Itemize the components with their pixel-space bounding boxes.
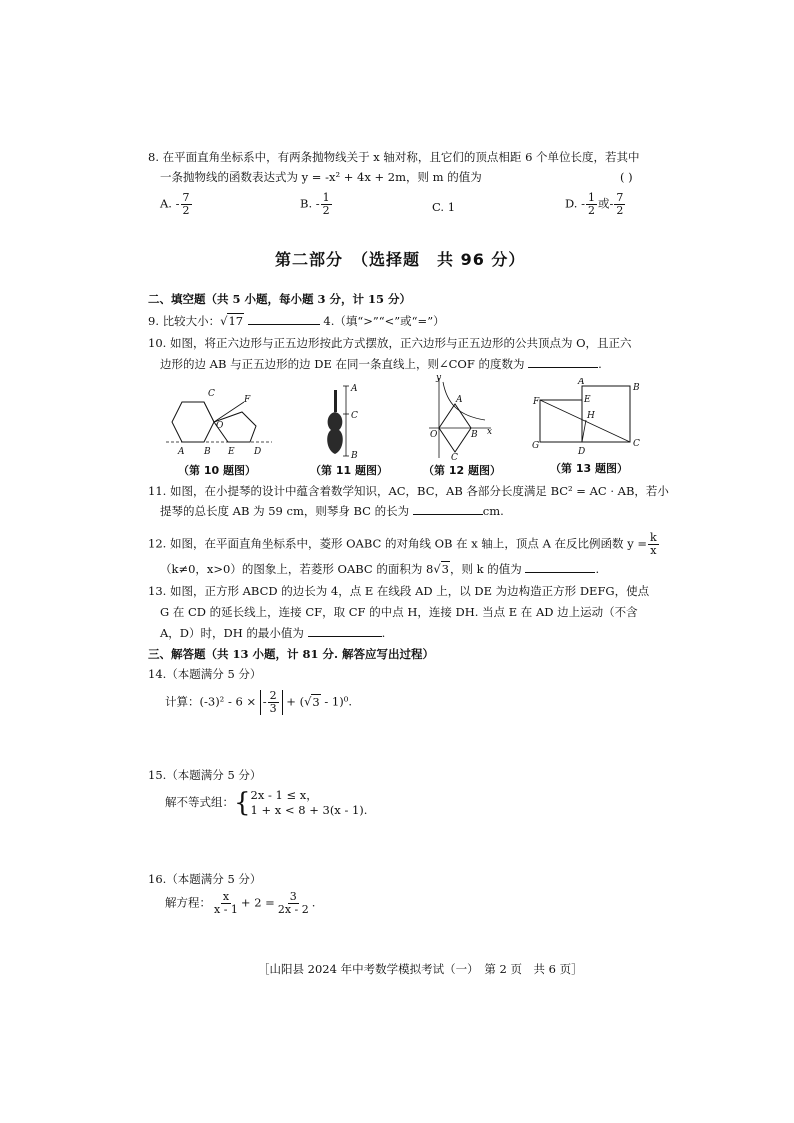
fig13-line-cf [540, 400, 630, 442]
q8-d-or: 或 [598, 196, 610, 211]
fig10-hexagon [172, 402, 214, 442]
q8-b-den: 2 [322, 204, 330, 217]
q8-line1: 8. 在平面直角坐标系中，有两条抛物线关于 x 轴对称，且它们的顶点相距 6 个单位长度，若其中 [148, 150, 640, 164]
q12-line1-text: 12. 如图，在平面直角坐标系中，菱形 OABC 的对角线 OB 在 x 轴上，顶点 A 在反比例函数 y = [148, 536, 647, 551]
figure-11 [320, 382, 370, 460]
q15-ineq2: 1 + x < 8 + 3(x - 1). [250, 803, 368, 817]
q14-abs-frac [268, 690, 279, 715]
q13-line3-text: A，D）时，DH 的最小值为 [160, 626, 304, 640]
fig11-label-c: C [351, 411, 358, 421]
q8-b-num: 1 [322, 191, 330, 204]
q8-d-frac2 [614, 192, 625, 217]
q16-r-den: 2x - 2 [277, 903, 309, 916]
fig13-label-a: A [578, 378, 585, 387]
fig13-label-f: F [533, 397, 540, 407]
q9: 9. 比较大小：√17 4.（填“>”“<”或“=”） [148, 314, 445, 328]
fig13-label-b: B [633, 383, 640, 393]
q8-b-frac [321, 192, 332, 217]
fig11-violin-neck [334, 390, 337, 412]
q14-plus: + ( [286, 694, 305, 709]
q11-unit: cm. [482, 504, 504, 518]
q13-end: . [381, 626, 386, 640]
fig11-violin-body [327, 412, 343, 454]
q8-b-label: B. [300, 196, 313, 211]
q10-line2 [160, 357, 602, 371]
fig12-label-y: y [436, 374, 442, 383]
q12-sqrt-arg: 3 [441, 562, 449, 576]
fig12-label-b: B [471, 430, 478, 440]
figure-12 [425, 374, 497, 460]
q15-inequalities [251, 788, 368, 818]
fig10-line-oc [204, 402, 214, 422]
q8-a-num: 7 [182, 191, 190, 204]
fig13-label-d: D [578, 447, 586, 457]
fig12-label-x: x [487, 427, 493, 437]
q8-d-frac1 [586, 192, 597, 217]
fig10-label-f: F [244, 395, 251, 405]
section2-heading: 二、填空题（共 5 小题，每小题 3 分，计 15 分） [148, 292, 412, 306]
q8-paren: ( ) [620, 170, 633, 184]
q16-r-num: 3 [289, 890, 297, 903]
q16-l-den: x - 1 [214, 903, 238, 916]
q8-d-sign2: - [609, 196, 614, 211]
figure-13 [530, 378, 645, 460]
q14-prefix: 计算：(-3)² - 6 × [165, 694, 257, 709]
fig11-label-b: B [351, 451, 358, 460]
q16-heading: 16.（本题满分 5 分） [148, 872, 262, 886]
q8-option-b [300, 192, 333, 217]
q16-mid: + 2 = [240, 895, 275, 910]
q9-suffix: 4.（填“>”“<”或“=”） [323, 314, 445, 328]
fig13-label-e: E [584, 395, 591, 405]
q16-equation [165, 891, 315, 916]
fig10-label-o: O [216, 421, 224, 431]
q8-d-label: D. [565, 196, 578, 211]
q16-prefix: 解方程： [165, 895, 211, 910]
q8-option-a [160, 192, 193, 217]
fig13-square-defg [540, 400, 582, 442]
q14-sqrt-arg: 3 [312, 694, 320, 709]
q14-abs-sign: - [262, 694, 267, 709]
q12-frac-num: k [650, 531, 657, 544]
part2-title: 第二部分 （选择题 共 96 分） [275, 250, 526, 269]
q15-prefix: 解不等式组： [165, 795, 234, 809]
q15-brace: { [234, 788, 251, 818]
fig13-line-dh [582, 420, 586, 442]
q14-abs-num: 2 [269, 689, 277, 702]
q14-heading: 14.（本题满分 5 分） [148, 667, 262, 681]
fig10-label-c: C [208, 389, 215, 399]
q8-option-c: C. 1 [432, 200, 456, 214]
q10-line2-text: 边形的边 AB 与正五边形的边 DE 在同一条直线上，则∠COF 的度数为 [160, 357, 525, 371]
q8-a-den: 2 [182, 204, 190, 217]
page-footer: ［山阳县 2024 年中考数学模拟考试（一） 第 2 页 共 6 页］ [258, 962, 583, 976]
q8-a-frac [181, 192, 192, 217]
q9-sqrt-arg: 17 [228, 314, 244, 328]
q16-l-num: x [222, 890, 230, 903]
q8-line2: 一条抛物线的函数表达式为 y = -x² + 4x + 2m，则 m 的值为 [160, 170, 482, 184]
q13-line2: G 在 CD 的延长线上，连接 CF，取 CF 的中点 H，连接 DH. 当点 E 在 AD 边上运动（不含 [160, 605, 638, 619]
q8-b-sign: - [315, 196, 320, 211]
q10-line1: 10. 如图，将正六边形与正五边形按此方式摆放，正六边形与正五边形的公共顶点为 O，且正六 [148, 336, 632, 350]
q16-end: . [311, 895, 316, 910]
fig12-label-c: C [451, 453, 458, 460]
q9-answer-blank[interactable] [248, 324, 320, 325]
q8-a-label: A. [160, 196, 172, 211]
q12-end: . [595, 562, 600, 576]
q8-d-num2: 7 [616, 191, 624, 204]
q8-d-den2: 2 [616, 204, 624, 217]
q10-answer-blank[interactable] [528, 367, 598, 368]
q8-d-num1: 1 [588, 191, 596, 204]
q12-line2: （k≠0，x>0）的图象上，若菱形 OABC 的面积为 8√3，则 k 的值为 . [160, 562, 600, 576]
fig10-line-of [214, 402, 244, 422]
fig10-label-e: E [228, 447, 235, 457]
fig10-caption: （第 10 题图） [178, 464, 256, 477]
q9-prefix: 9. 比较大小： [148, 314, 221, 328]
q12-line2b: ，则 k 的值为 [450, 562, 522, 576]
q12-frac-den: x [650, 544, 657, 557]
fig13-label-g: G [532, 441, 540, 451]
q11-answer-blank[interactable] [413, 514, 483, 515]
fig11-label-a: A [351, 384, 358, 394]
q15-ineq1: 2x - 1 ≤ x， [250, 788, 318, 802]
q13-answer-blank[interactable] [308, 636, 382, 637]
q13-line1: 13. 如图，正方形 ABCD 的边长为 4，点 E 在线段 AD 上，以 DE 为边构造正方形 DEFG，使点 [148, 584, 650, 598]
q8-d-sign1: - [581, 196, 586, 211]
fig10-label-b: B [204, 447, 211, 457]
fig12-caption: （第 12 题图） [423, 464, 501, 477]
figure-10 [160, 380, 280, 460]
q16-right-frac [276, 891, 311, 916]
q11-line1: 11. 如图，在小提琴的设计中蕴含着数学知识，AC，BC，AB 各部分长度满足 BC² = AC · AB，若小 [148, 484, 669, 498]
q10-end: . [598, 357, 602, 371]
fig12-hyperbola [443, 382, 485, 420]
fig12-label-a: A [456, 395, 463, 405]
q11-line2-text: 提琴的总长度 AB 为 59 cm，则琴身 BC 的长为 [160, 504, 410, 518]
q8-d-den1: 2 [588, 204, 596, 217]
fig13-label-c: C [633, 439, 640, 449]
q14-tail: - 1)⁰. [324, 694, 353, 709]
q12-answer-blank[interactable] [525, 572, 595, 573]
q14-abs-den: 3 [269, 702, 277, 715]
q11-line2 [160, 504, 504, 518]
q15-heading: 15.（本题满分 5 分） [148, 768, 262, 782]
fig11-caption: （第 11 题图） [310, 464, 388, 477]
q16-left-frac [212, 891, 240, 916]
q14-expression: 计算：(-3)² - 6 × - $\frac{2}{3}$ + (√3 - 1)⁰. [165, 689, 353, 715]
fig12-label-o: O [430, 430, 438, 440]
fig10-label-d: D [254, 447, 262, 457]
section3-heading: 三、解答题（共 13 小题，计 81 分. 解答应写出过程） [148, 647, 435, 661]
fig13-label-h: H [587, 411, 595, 421]
q13-line3 [160, 626, 385, 640]
q8-option-d [565, 192, 626, 217]
q14-abs-value [260, 690, 283, 715]
q12-frac [648, 532, 659, 557]
q8-a-sign: - [175, 196, 180, 211]
q12-line1 [148, 532, 660, 557]
fig10-label-a: A [178, 447, 185, 457]
fig13-caption: （第 13 题图） [550, 462, 628, 475]
q15-system [165, 788, 367, 818]
q12-line2a: （k≠0，x>0）的图象上，若菱形 OABC 的面积为 8 [160, 562, 434, 576]
